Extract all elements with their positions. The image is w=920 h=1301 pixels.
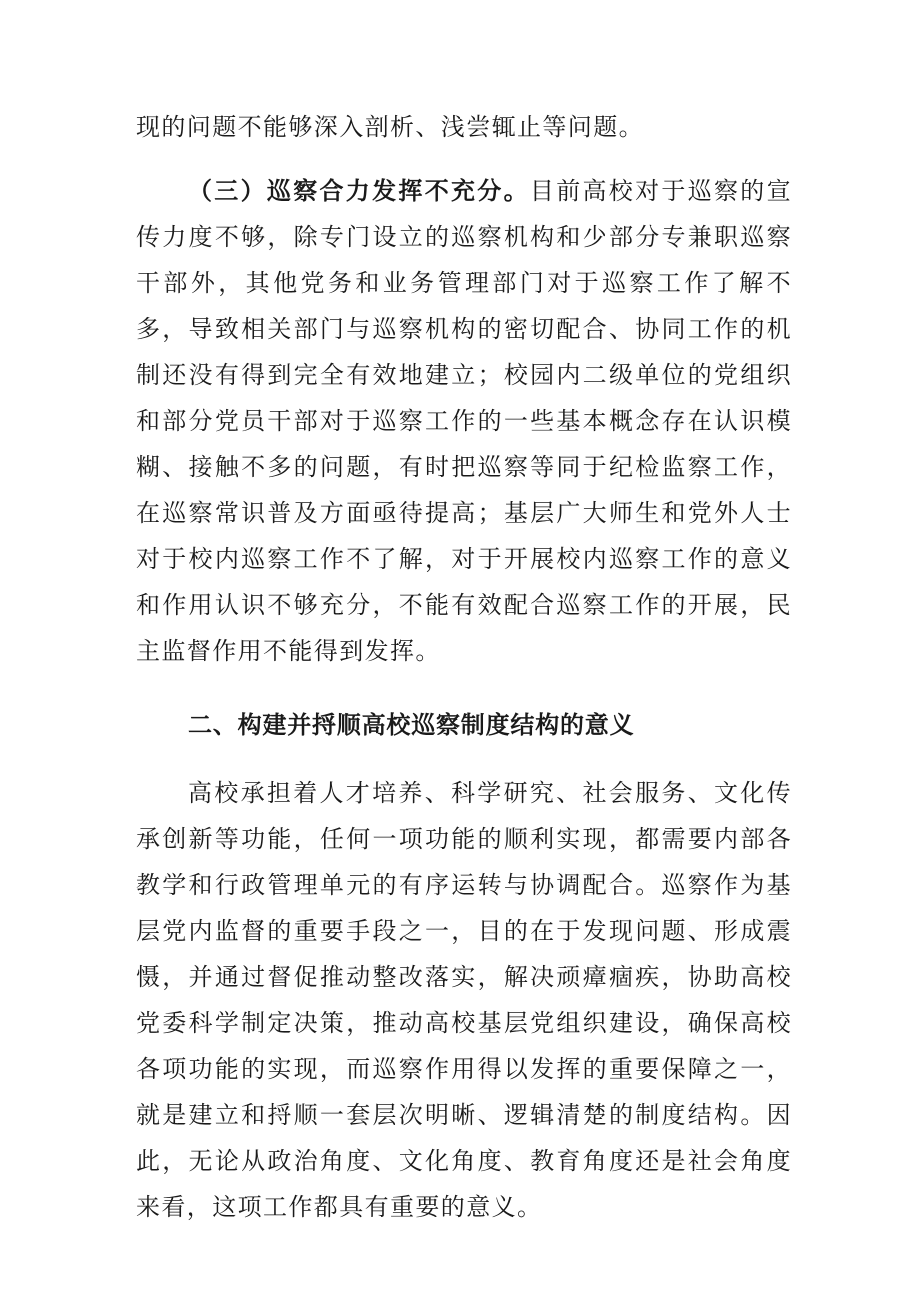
section-3-lead: （三）巡察合力发挥不充分。 [188,177,530,205]
document-body [136,104,792,1230]
significance-paragraph: 高校承担着人才培养、科学研究、社会服务、文化传承创新等功能，任何一项功能的顺利实现，都需要内部各教学和行政管理单元的有序运转与协调配合。巡察作为基层党内监督的重要手段之一，目的在于发现问题、形成震慑，并通过督促推动整改落实，解决顽瘴痼疾，协助高校党委科学制定决策，推动高校基层党组织建设，确保高校各项功能的实现，而巡察作用得以发挥的重要保障之一，就是建立和捋顺一套层次明晰、逻辑清楚的制度结构。因此，无论从政治角度、文化角度、教育角度还是社会角度来看，这项工作都具有重要的意义。 [136,779,792,1221]
section-heading-2: 二、构建并捋顺高校巡察制度结构的意义 [188,711,635,739]
section-3-paragraph [136,168,792,674]
section-3-body: 目前高校对于巡察的宣传力度不够，除专门设立的巡察机构和少部分专兼职巡察干部外，其他党务和业务管理部门对于巡察工作了解不多，导致相关部门与巡察机构的密切配合、协同工作的机制还没有得到完全有效地建立；校园内二级单位的党组织和部分党员干部对于巡察工作的一些基本概念存在认识模糊、接触不多的问题，有时把巡察等同于纪检监察工作，在巡察常识普及方面亟待提高；基层广大师生和党外人士对于校内巡察工作不了解，对于开展校内巡察工作的意义和作用认识不够充分，不能有效配合巡察工作的开展，民主监督作用不能得到发挥。 [136,177,793,665]
continuation-paragraph: 现的问题不能够深入剖析、浅尝辄止等问题。 [136,113,644,141]
